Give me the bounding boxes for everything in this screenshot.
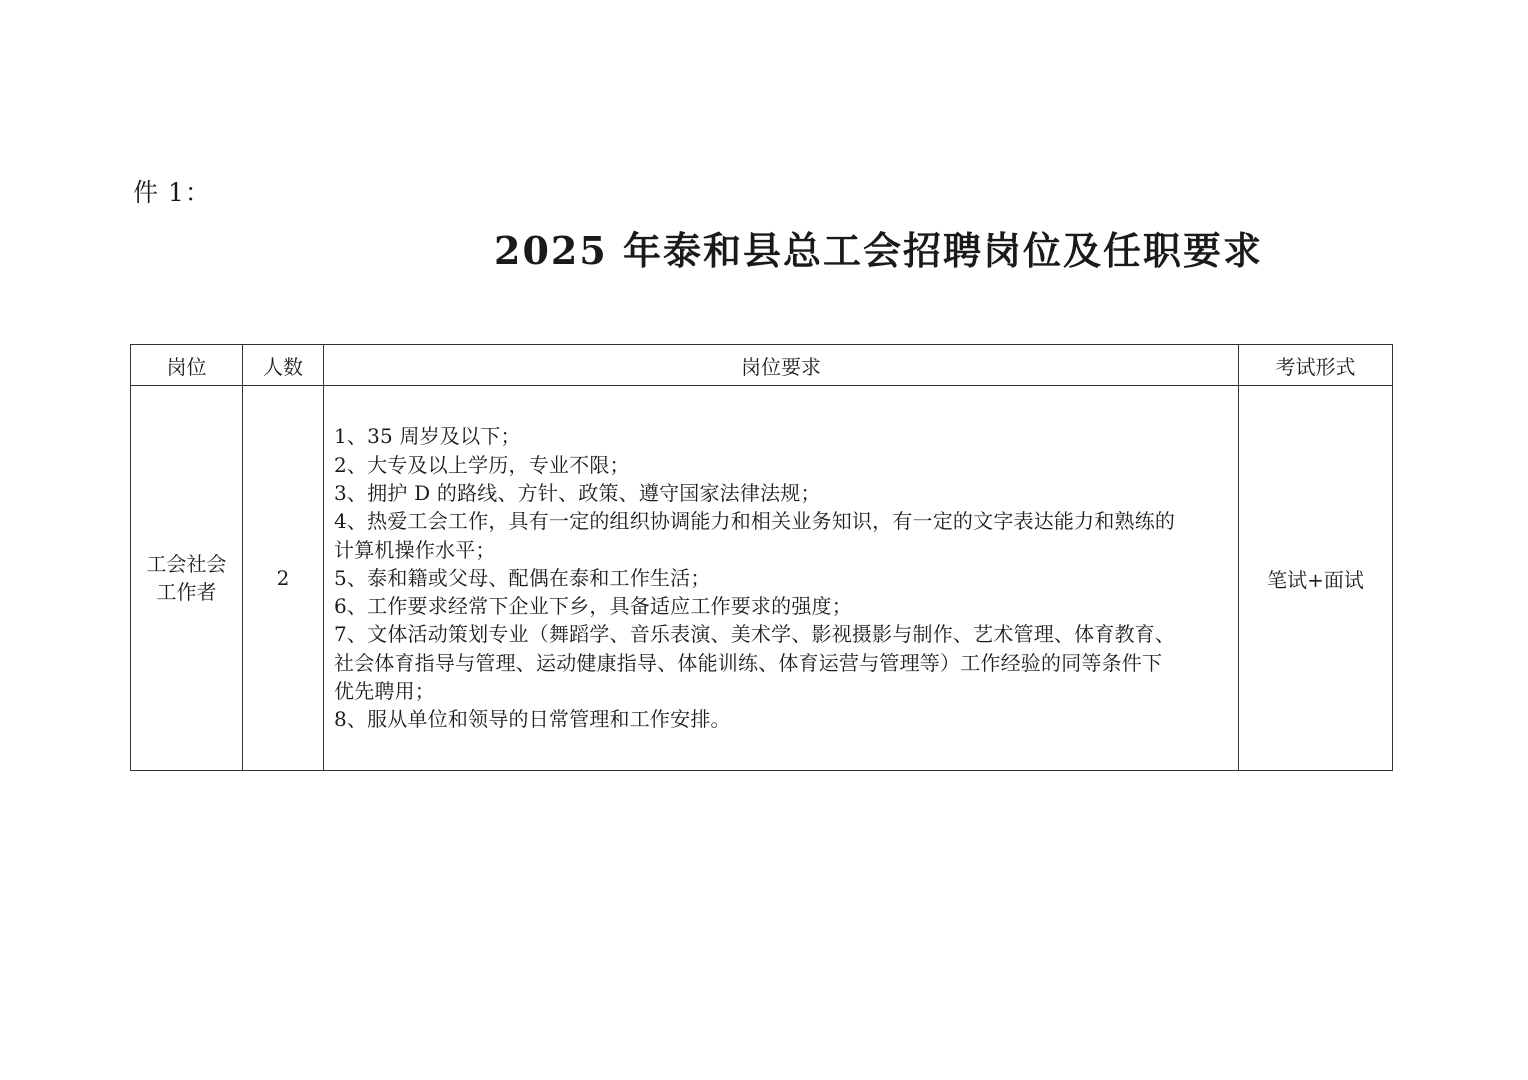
requirement-line: 6、工作要求经常下企业下乡，具备适应工作要求的强度； [334, 594, 852, 619]
headcount-cell: 2 [243, 386, 324, 771]
attachment-label: 件 1： [133, 178, 211, 207]
requirement-line: 3、拥护 D 的路线、方针、政策、遵守国家法律法规； [334, 480, 821, 505]
exam-format-cell: 笔试+面试 [1239, 386, 1393, 771]
requirement-line: 计算机操作水平； [334, 537, 496, 562]
requirements-list [334, 422, 1228, 733]
document-title: 2025 年泰和县总工会招聘岗位及任职要求 [494, 228, 1263, 273]
table-header-row [131, 345, 1393, 386]
header-requirements: 岗位要求 [324, 345, 1239, 386]
position-name-line2: 工作者 [156, 580, 217, 604]
job-requirements-table [130, 344, 1393, 771]
requirement-line: 5、泰和籍或父母、配偶在泰和工作生活； [334, 565, 711, 590]
requirement-line: 社会体育指导与管理、运动健康指导、体能训练、体育运营与管理等）工作经验的同等条件下 [334, 650, 1163, 675]
requirement-line: 7、文体活动策划专业（舞蹈学、音乐表演、美术学、影视摄影与制作、艺术管理、体育教育、 [334, 622, 1176, 647]
requirement-line: 8、服从单位和领导的日常管理和工作安排。 [334, 707, 731, 732]
position-cell [131, 386, 243, 771]
header-exam-format: 考试形式 [1239, 345, 1393, 386]
requirement-line: 4、热爱工会工作，具有一定的组织协调能力和相关业务知识，有一定的文字表达能力和熟练的 [334, 509, 1176, 534]
header-position: 岗位 [131, 345, 243, 386]
position-name-line1: 工会社会 [146, 552, 227, 576]
requirement-line: 1、35 周岁及以下； [334, 424, 521, 449]
header-headcount: 人数 [243, 345, 324, 386]
table-row [131, 386, 1393, 771]
requirement-line: 2、大专及以上学历，专业不限； [334, 452, 630, 477]
requirement-line: 优先聘用； [334, 679, 435, 704]
requirements-cell [324, 386, 1239, 771]
